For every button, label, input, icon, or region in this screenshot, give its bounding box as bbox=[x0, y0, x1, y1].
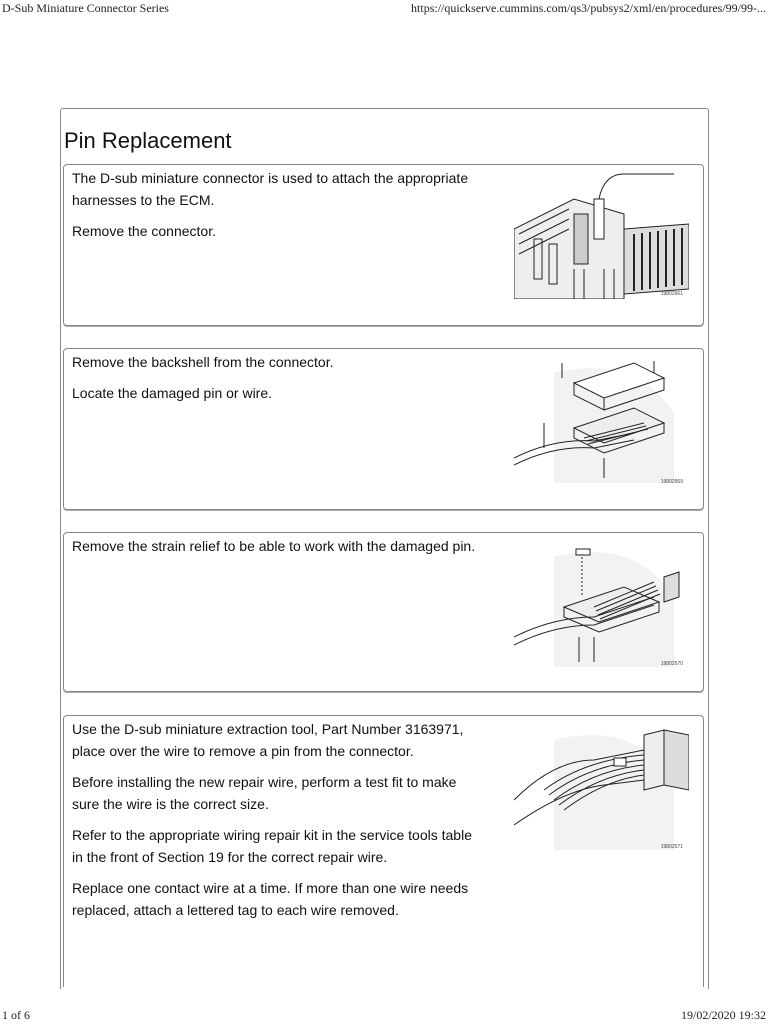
step-paragraph: Remove the strain relief to be able to work with the damaged pin. bbox=[72, 538, 476, 554]
step-paragraph: The D-sub miniature connector is used to attach the appropriate harnesses to the ECM. bbox=[72, 170, 469, 208]
figure-number: 19802569 bbox=[660, 479, 683, 485]
step-paragraph: Refer to the appropriate wiring repair kit in the service tools table in the front of Section 19 for the correct repair wire. bbox=[72, 827, 472, 865]
step-paragraph: Remove the connector. bbox=[72, 223, 216, 239]
step-paragraph: Locate the damaged pin or wire. bbox=[72, 385, 273, 401]
browser-print-footer bbox=[0, 1006, 768, 1024]
figure-number: 19802571 bbox=[660, 844, 683, 850]
browser-print-header bbox=[0, 0, 768, 16]
step-paragraph: Before installing the new repair wire, perform a test fit to make sure the wire is the correct size. bbox=[72, 774, 457, 812]
step-3-figure bbox=[514, 537, 689, 667]
step-3-text bbox=[72, 535, 482, 566]
step-4-figure bbox=[514, 720, 689, 850]
header-page-title: D-Sub Miniature Connector Series bbox=[2, 1, 169, 15]
figure-number: 19802661 bbox=[660, 291, 683, 297]
section-title: Pin Replacement bbox=[64, 128, 232, 153]
step-paragraph: Remove the backshell from the connector. bbox=[72, 354, 334, 370]
figure-number: 19802570 bbox=[660, 661, 683, 667]
footer-page-count: 1 of 6 bbox=[2, 1008, 30, 1022]
procedure-step-2 bbox=[63, 348, 704, 510]
strain-relief-removal-illustration bbox=[514, 537, 689, 667]
procedure-step-3 bbox=[63, 532, 704, 692]
step-paragraph: Replace one contact wire at a time. If more than one wire needs replaced, attach a lettered tag to each wire removed. bbox=[72, 880, 469, 918]
step-1-figure bbox=[514, 169, 689, 299]
step-2-figure bbox=[514, 353, 689, 483]
procedure-step-4 bbox=[63, 715, 704, 987]
step-paragraph: Use the D-sub miniature extraction tool, Part Number 3163971, place over the wire to remove a pin from the connector. bbox=[72, 721, 464, 759]
footer-datetime: 19/02/2020 19:32 bbox=[680, 1008, 766, 1022]
step-4-text bbox=[72, 718, 482, 930]
pin-extraction-illustration bbox=[514, 720, 689, 850]
ecm-connector-illustration bbox=[514, 169, 689, 299]
step-1-text bbox=[72, 167, 482, 251]
header-url: https://quickserve.cummins.com/qs3/pubsys2/xml/en/procedures/99/99-... bbox=[411, 1, 766, 15]
step-2-text bbox=[72, 351, 482, 413]
procedure-step-1 bbox=[63, 164, 704, 326]
backshell-removal-illustration bbox=[514, 353, 689, 483]
